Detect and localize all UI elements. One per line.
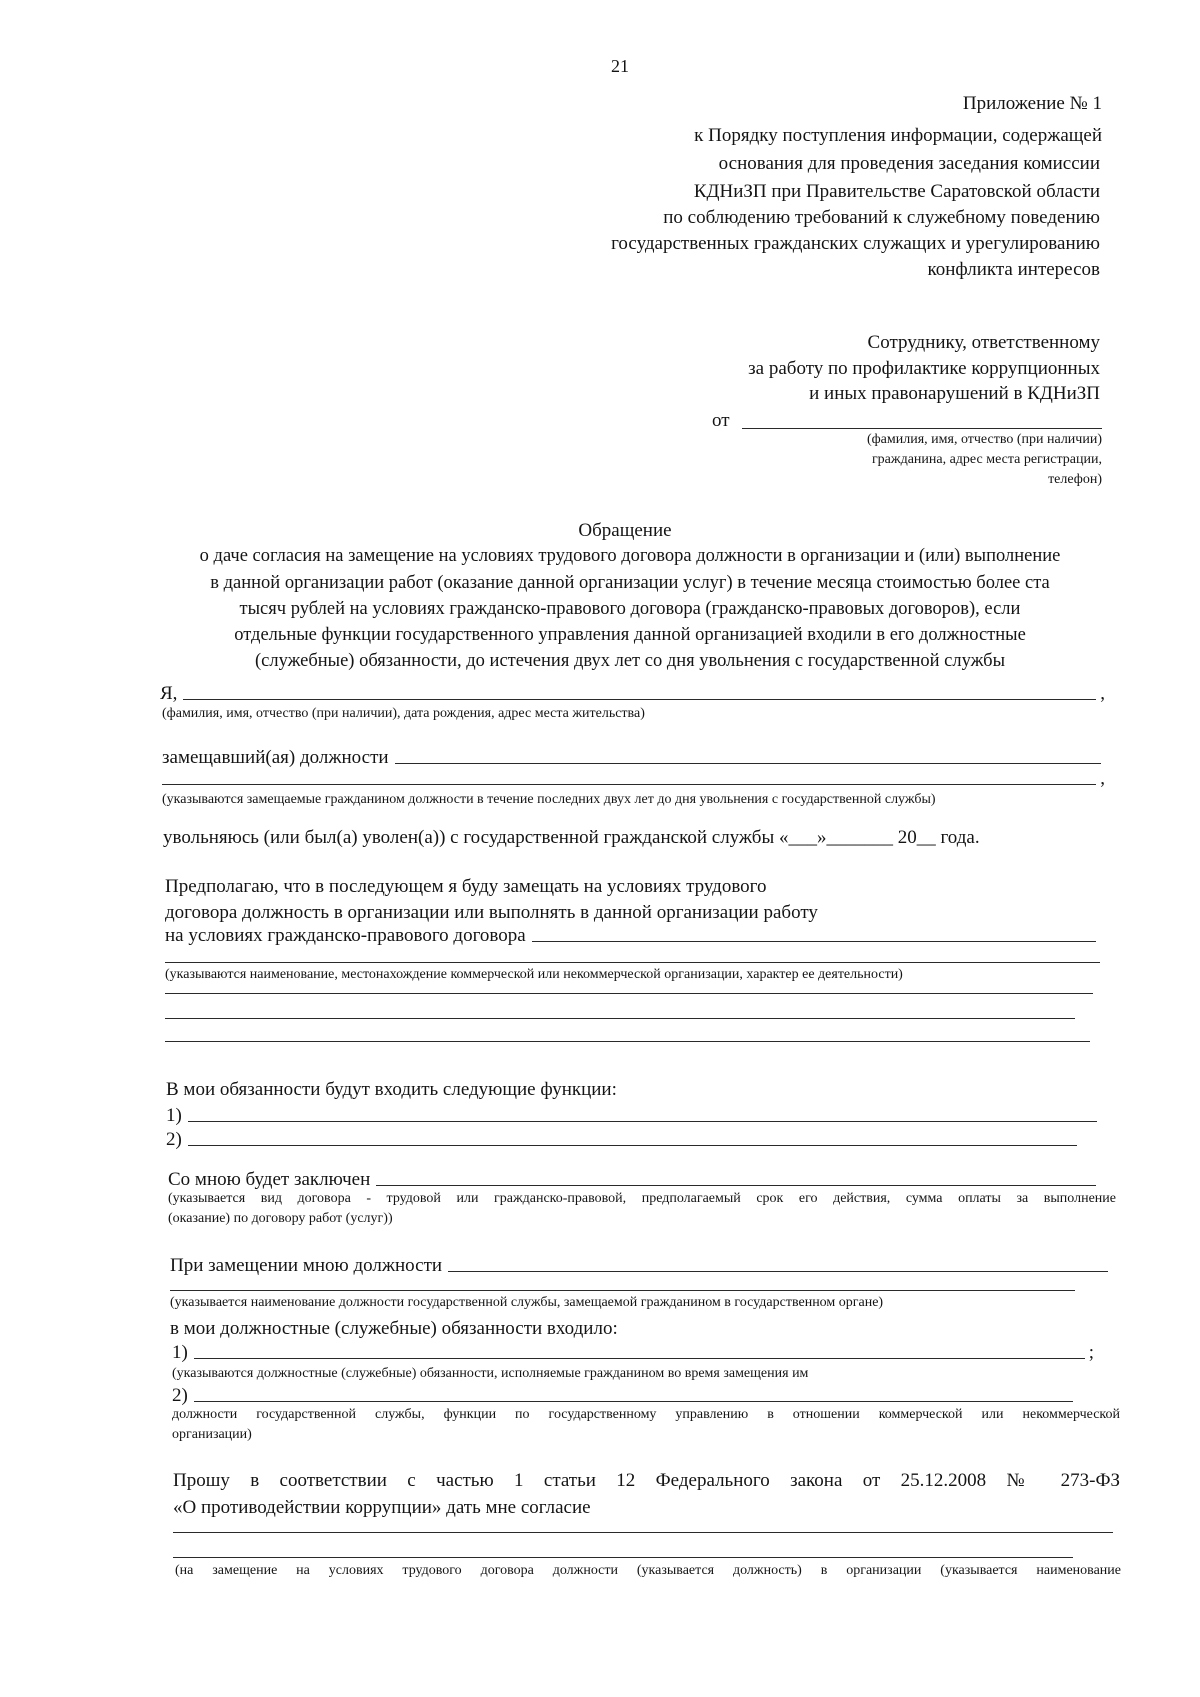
holding-label: При замещении мною должности xyxy=(170,1255,443,1276)
appendix-title: Приложение № 1 xyxy=(962,93,1102,114)
position-comma: , xyxy=(1100,768,1105,789)
holding-field-line[interactable] xyxy=(448,1271,1108,1272)
duty-number: 2) xyxy=(172,1385,188,1406)
request-line: Прошу в соответствии с частью 1 статьи 12 Федерального закона от 25.12.2008 № 273-ФЗ xyxy=(173,1470,1120,1491)
heading-line: о даче согласия на замещение на условиях трудового договора должности в организации и (или) выполнение xyxy=(199,546,1061,566)
duties-label: в мои должностные (служебные) обязанности входило: xyxy=(170,1318,618,1339)
heading-line: отдельные функции государственного управления данной организацией входили в его должностные xyxy=(234,625,1026,645)
function-field-line[interactable] xyxy=(188,1145,1077,1146)
duty-hint: (указываются должностные (служебные) обязанности, исполняемые гражданином во время замещения им xyxy=(172,1366,809,1381)
assume-last: на условиях гражданско-правового договора xyxy=(165,925,526,946)
addressee-line: за работу по профилактике коррупционных xyxy=(748,358,1100,379)
from-hint: (фамилия, имя, отчество (при наличии) xyxy=(866,432,1102,447)
assume-line: договора должность в организации или выполнять в данной организации работу xyxy=(165,902,818,923)
contract-hint-2: (оказание) по договору работ (услуг)) xyxy=(168,1211,393,1226)
duty-row xyxy=(172,1385,1077,1407)
org-hint: (указываются наименование, местонахождение коммерческой или некоммерческой организации, характер ее деятельности) xyxy=(165,967,903,982)
contract-label: Со мною будет заключен xyxy=(168,1169,371,1190)
contract-row xyxy=(168,1169,1100,1191)
holding-field-line-2[interactable] xyxy=(170,1290,1075,1291)
addressee-line: и иных правонарушений в КДНиЗП xyxy=(809,383,1100,404)
org-field-line-2[interactable] xyxy=(165,962,1100,963)
function-number: 2) xyxy=(166,1129,182,1150)
position-field-line[interactable] xyxy=(395,763,1101,764)
from-hint: телефон) xyxy=(1048,472,1102,487)
holding-hint: (указывается наименование должности государственной службы, замещаемой гражданином в государственном органе) xyxy=(170,1295,884,1310)
org-field-line[interactable] xyxy=(532,941,1096,942)
dismissal-text: увольняюсь (или был(а) уволен(а)) с государственной гражданской службы «___»_______ 20__ года. xyxy=(163,827,980,848)
page-number: 21 xyxy=(611,56,629,76)
from-field-line[interactable] xyxy=(742,428,1102,429)
position-row-2 xyxy=(162,768,1105,790)
org-extra-line[interactable] xyxy=(165,1018,1075,1019)
position-field-line-2[interactable] xyxy=(162,784,1096,785)
duty-hint-2: должности государственной службы, функции по государственному управлению в отношении коммерческой или некоммерческой xyxy=(172,1407,1120,1422)
functions-label: В мои обязанности будут входить следующие функции: xyxy=(166,1079,617,1100)
duty-number: 1) xyxy=(172,1342,188,1363)
heading-line: (служебные) обязанности, до истечения двух лет со дня увольнения с государственной службы xyxy=(254,651,1006,671)
duty-semicolon: ; xyxy=(1088,1342,1094,1363)
addressee-line: Сотруднику, ответственному xyxy=(867,332,1100,353)
i-row xyxy=(160,683,1105,705)
position-label: замещавший(ая) должности xyxy=(162,747,389,768)
heading-line: тысяч рублей на условиях гражданско-правового договора (гражданско-правовых договоров), если xyxy=(239,599,1021,619)
request-line-2: «О противодействии коррупции» дать мне согласие xyxy=(173,1497,591,1518)
i-field-line[interactable] xyxy=(183,699,1096,700)
position-hint: (указываются замещаемые гражданином должности в течение последних двух лет до дня увольнения с государственной службы) xyxy=(162,792,936,807)
appendix-line: конфликта интересов xyxy=(927,259,1100,280)
appendix-line: по соблюдению требований к служебному поведению xyxy=(663,207,1100,228)
org-extra-line[interactable] xyxy=(165,1041,1090,1042)
duty-field-line[interactable] xyxy=(194,1358,1085,1359)
document-title: Обращение xyxy=(578,520,672,541)
consent-hint: (на замещение на условиях трудового договора должности (указывается должность) в организации (указывается наименование xyxy=(175,1563,1121,1578)
contract-field-line[interactable] xyxy=(376,1185,1096,1186)
appendix-line: КДНиЗП при Правительстве Саратовской области xyxy=(693,181,1100,202)
appendix-line: основания для проведения заседания комиссии xyxy=(718,153,1100,174)
org-extra-line[interactable] xyxy=(165,993,1093,994)
from-label: от xyxy=(712,410,730,431)
duty-field-line[interactable] xyxy=(194,1401,1073,1402)
function-row xyxy=(166,1129,1081,1151)
function-number: 1) xyxy=(166,1105,182,1126)
consent-field-line[interactable] xyxy=(173,1532,1113,1533)
appendix-line: к Порядку поступления информации, содержащей xyxy=(694,125,1102,146)
contract-hint: (указывается вид договора - трудовой или гражданско-правовой, предполагаемый срок его действия, сумма оплаты за выполнение xyxy=(168,1191,1116,1206)
function-field-line[interactable] xyxy=(188,1121,1097,1122)
assume-line: Предполагаю, что в последующем я буду замещать на условиях трудового xyxy=(165,876,767,897)
heading-line: в данной организации работ (оказание данной организации услуг) в течение месяца стоимостью более ста xyxy=(210,573,1050,593)
i-hint: (фамилия, имя, отчество (при наличии), дата рождения, адрес места жительства) xyxy=(162,706,645,721)
appendix-line: государственных гражданских служащих и урегулированию xyxy=(611,233,1100,254)
consent-field-line-2[interactable] xyxy=(173,1557,1073,1558)
i-label: Я, xyxy=(160,683,178,704)
position-row xyxy=(162,747,1105,769)
i-comma: , xyxy=(1100,683,1105,704)
from-hint: гражданина, адрес места регистрации, xyxy=(871,452,1102,467)
duty-row xyxy=(172,1342,1094,1364)
holding-row xyxy=(170,1255,1112,1277)
assume-row xyxy=(165,925,1100,947)
duty-hint-3: организации) xyxy=(172,1427,252,1442)
function-row xyxy=(166,1105,1101,1127)
